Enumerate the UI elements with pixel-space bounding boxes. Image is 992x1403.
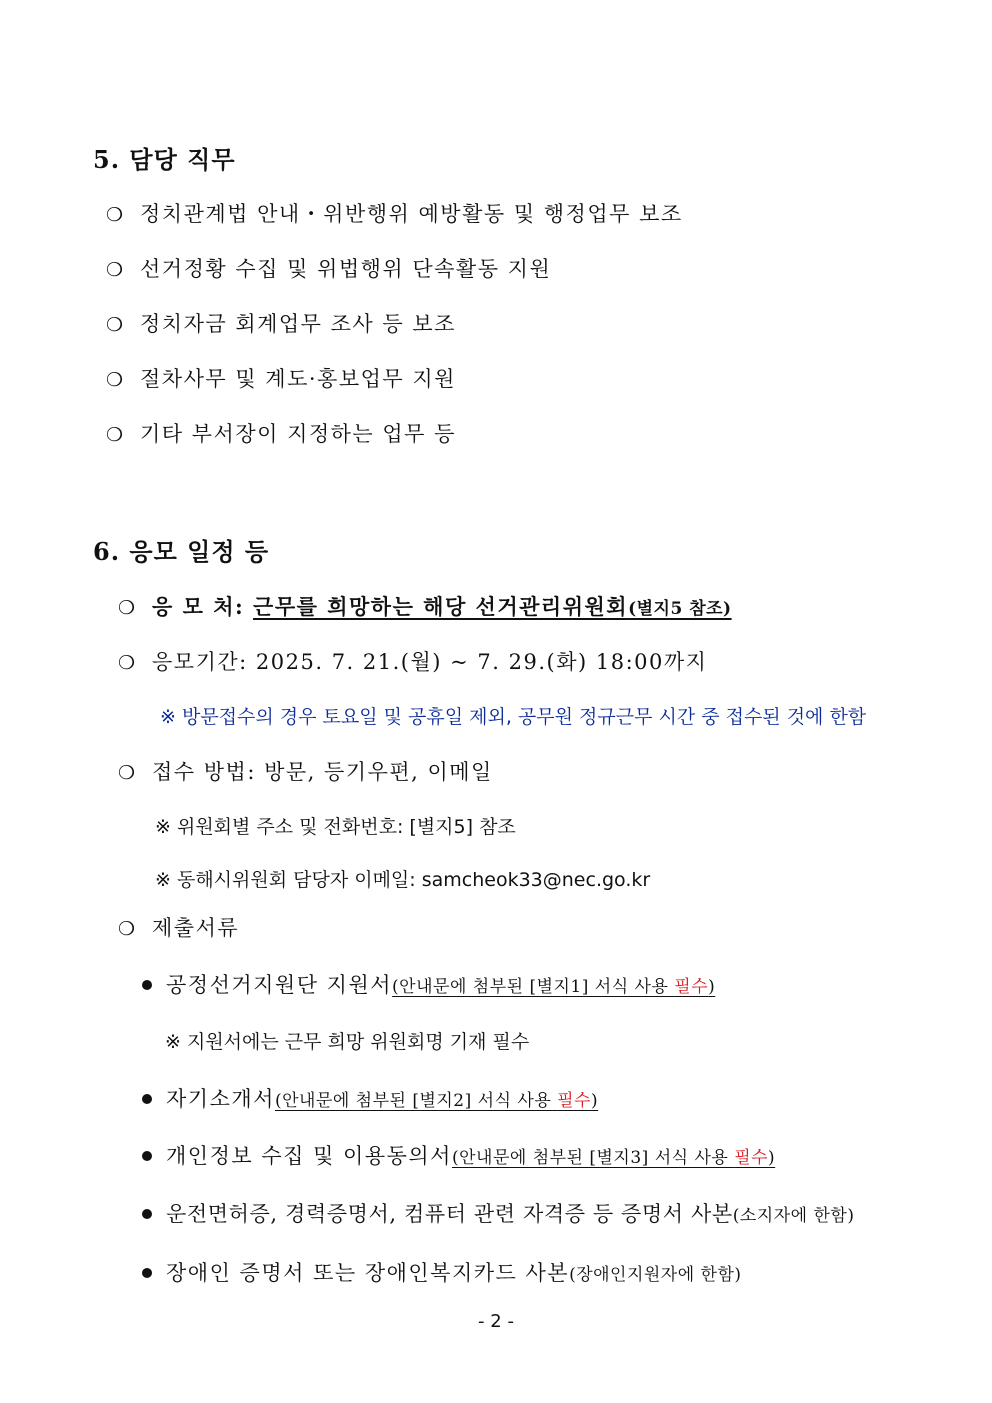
duty-item-text: 정치관계법 안내・위반행위 예방활동 및 행정업무 보조 — [140, 202, 683, 226]
apply-to-row — [118, 591, 732, 621]
document-name: 자기소개서 — [166, 1087, 275, 1111]
period-row — [118, 646, 707, 676]
document-detail: (안내문에 첨부된 [별지1] 서식 사용 필수) — [392, 977, 716, 997]
document-detail: (소지자에 한함) — [732, 1206, 855, 1226]
circle-bullet-icon: ❍ — [106, 424, 125, 446]
circle-bullet-icon: ❍ — [118, 652, 137, 674]
document-name: 개인정보 수집 및 이용동의서 — [166, 1144, 452, 1168]
circle-bullet-icon: ❍ — [118, 918, 137, 940]
document-name: 장애인 증명서 또는 장애인복지카드 사본 — [166, 1261, 570, 1285]
section-6-title: 6. 응모 일정 등 — [93, 537, 270, 566]
required-badge: 필수 — [674, 977, 709, 997]
duty-item-text: 기타 부서장이 지정하는 업무 등 — [140, 422, 456, 446]
application-note: ※ 지원서에는 근무 희망 위원회명 기재 필수 — [165, 1031, 530, 1053]
duty-item-text: 정치자금 회계업무 조사 등 보조 — [140, 312, 456, 336]
duty-item-5 — [106, 418, 456, 448]
page-number: - 2 - — [478, 1311, 514, 1332]
section-5-title: 5. 담당 직무 — [93, 145, 236, 174]
required-badge: 필수 — [557, 1091, 592, 1111]
method-note-address: ※ 위원회별 주소 및 전화번호: [별지5] 참조 — [155, 816, 516, 838]
documents-row — [118, 912, 239, 942]
method-note-email: ※ 동해시위원회 담당자 이메일: samcheok33@nec.go.kr — [155, 869, 651, 891]
method-text: 접수 방법: 방문, 등기우편, 이메일 — [152, 760, 493, 784]
period-text: 응모기간: 2025. 7. 21.(월) ~ 7. 29.(화) 18:00까지 — [152, 650, 708, 674]
duty-item-text: 선거정황 수집 및 위법행위 단속활동 지원 — [140, 257, 552, 281]
duty-item-3 — [106, 308, 456, 338]
document-name: 공정선거지원단 지원서 — [166, 973, 393, 997]
circle-bullet-icon: ❍ — [106, 204, 125, 226]
dot-bullet-icon — [142, 980, 152, 990]
duty-item-text: 절차사무 및 계도·홍보업무 지원 — [140, 367, 456, 391]
dot-bullet-icon — [142, 1268, 152, 1278]
dot-bullet-icon — [142, 1209, 152, 1219]
apply-to-value: 근무를 희망하는 해당 선거관리위원회(별지5 참조) — [253, 594, 732, 619]
period-notice: ※ 방문접수의 경우 토요일 및 공휴일 제외, 공무원 정규근무 시간 중 접수된 것에 한함 — [160, 706, 867, 728]
document-detail: (안내문에 첨부된 [별지2] 서식 사용 필수) — [274, 1091, 599, 1111]
documents-title: 제출서류 — [152, 916, 240, 940]
circle-bullet-icon: ❍ — [106, 259, 125, 281]
circle-bullet-icon: ❍ — [106, 369, 125, 391]
document-name: 운전면허증, 경력증명서, 컴퓨터 관련 자격증 등 증명서 사본 — [166, 1202, 733, 1226]
document-detail: (장애인지원자에 한함) — [569, 1265, 742, 1285]
document-detail: (안내문에 첨부된 [별지3] 서식 사용 필수) — [451, 1148, 776, 1168]
document-item-certificates — [142, 1198, 854, 1228]
document-item-application — [142, 969, 715, 999]
circle-bullet-icon: ❍ — [106, 314, 125, 336]
duty-item-1 — [106, 198, 683, 228]
duty-item-4 — [106, 363, 456, 393]
document-item-privacy-consent — [142, 1140, 775, 1170]
circle-bullet-icon: ❍ — [118, 597, 137, 619]
circle-bullet-icon: ❍ — [118, 762, 137, 784]
apply-to-label: 응 모 처: — [152, 594, 245, 619]
method-row — [118, 756, 493, 786]
document-item-self-intro — [142, 1083, 598, 1113]
apply-to-ref: (별지5 참조) — [628, 599, 732, 619]
document-item-disability — [142, 1257, 742, 1287]
dot-bullet-icon — [142, 1094, 152, 1104]
required-badge: 필수 — [734, 1148, 769, 1168]
dot-bullet-icon — [142, 1151, 152, 1161]
duty-item-2 — [106, 253, 551, 283]
